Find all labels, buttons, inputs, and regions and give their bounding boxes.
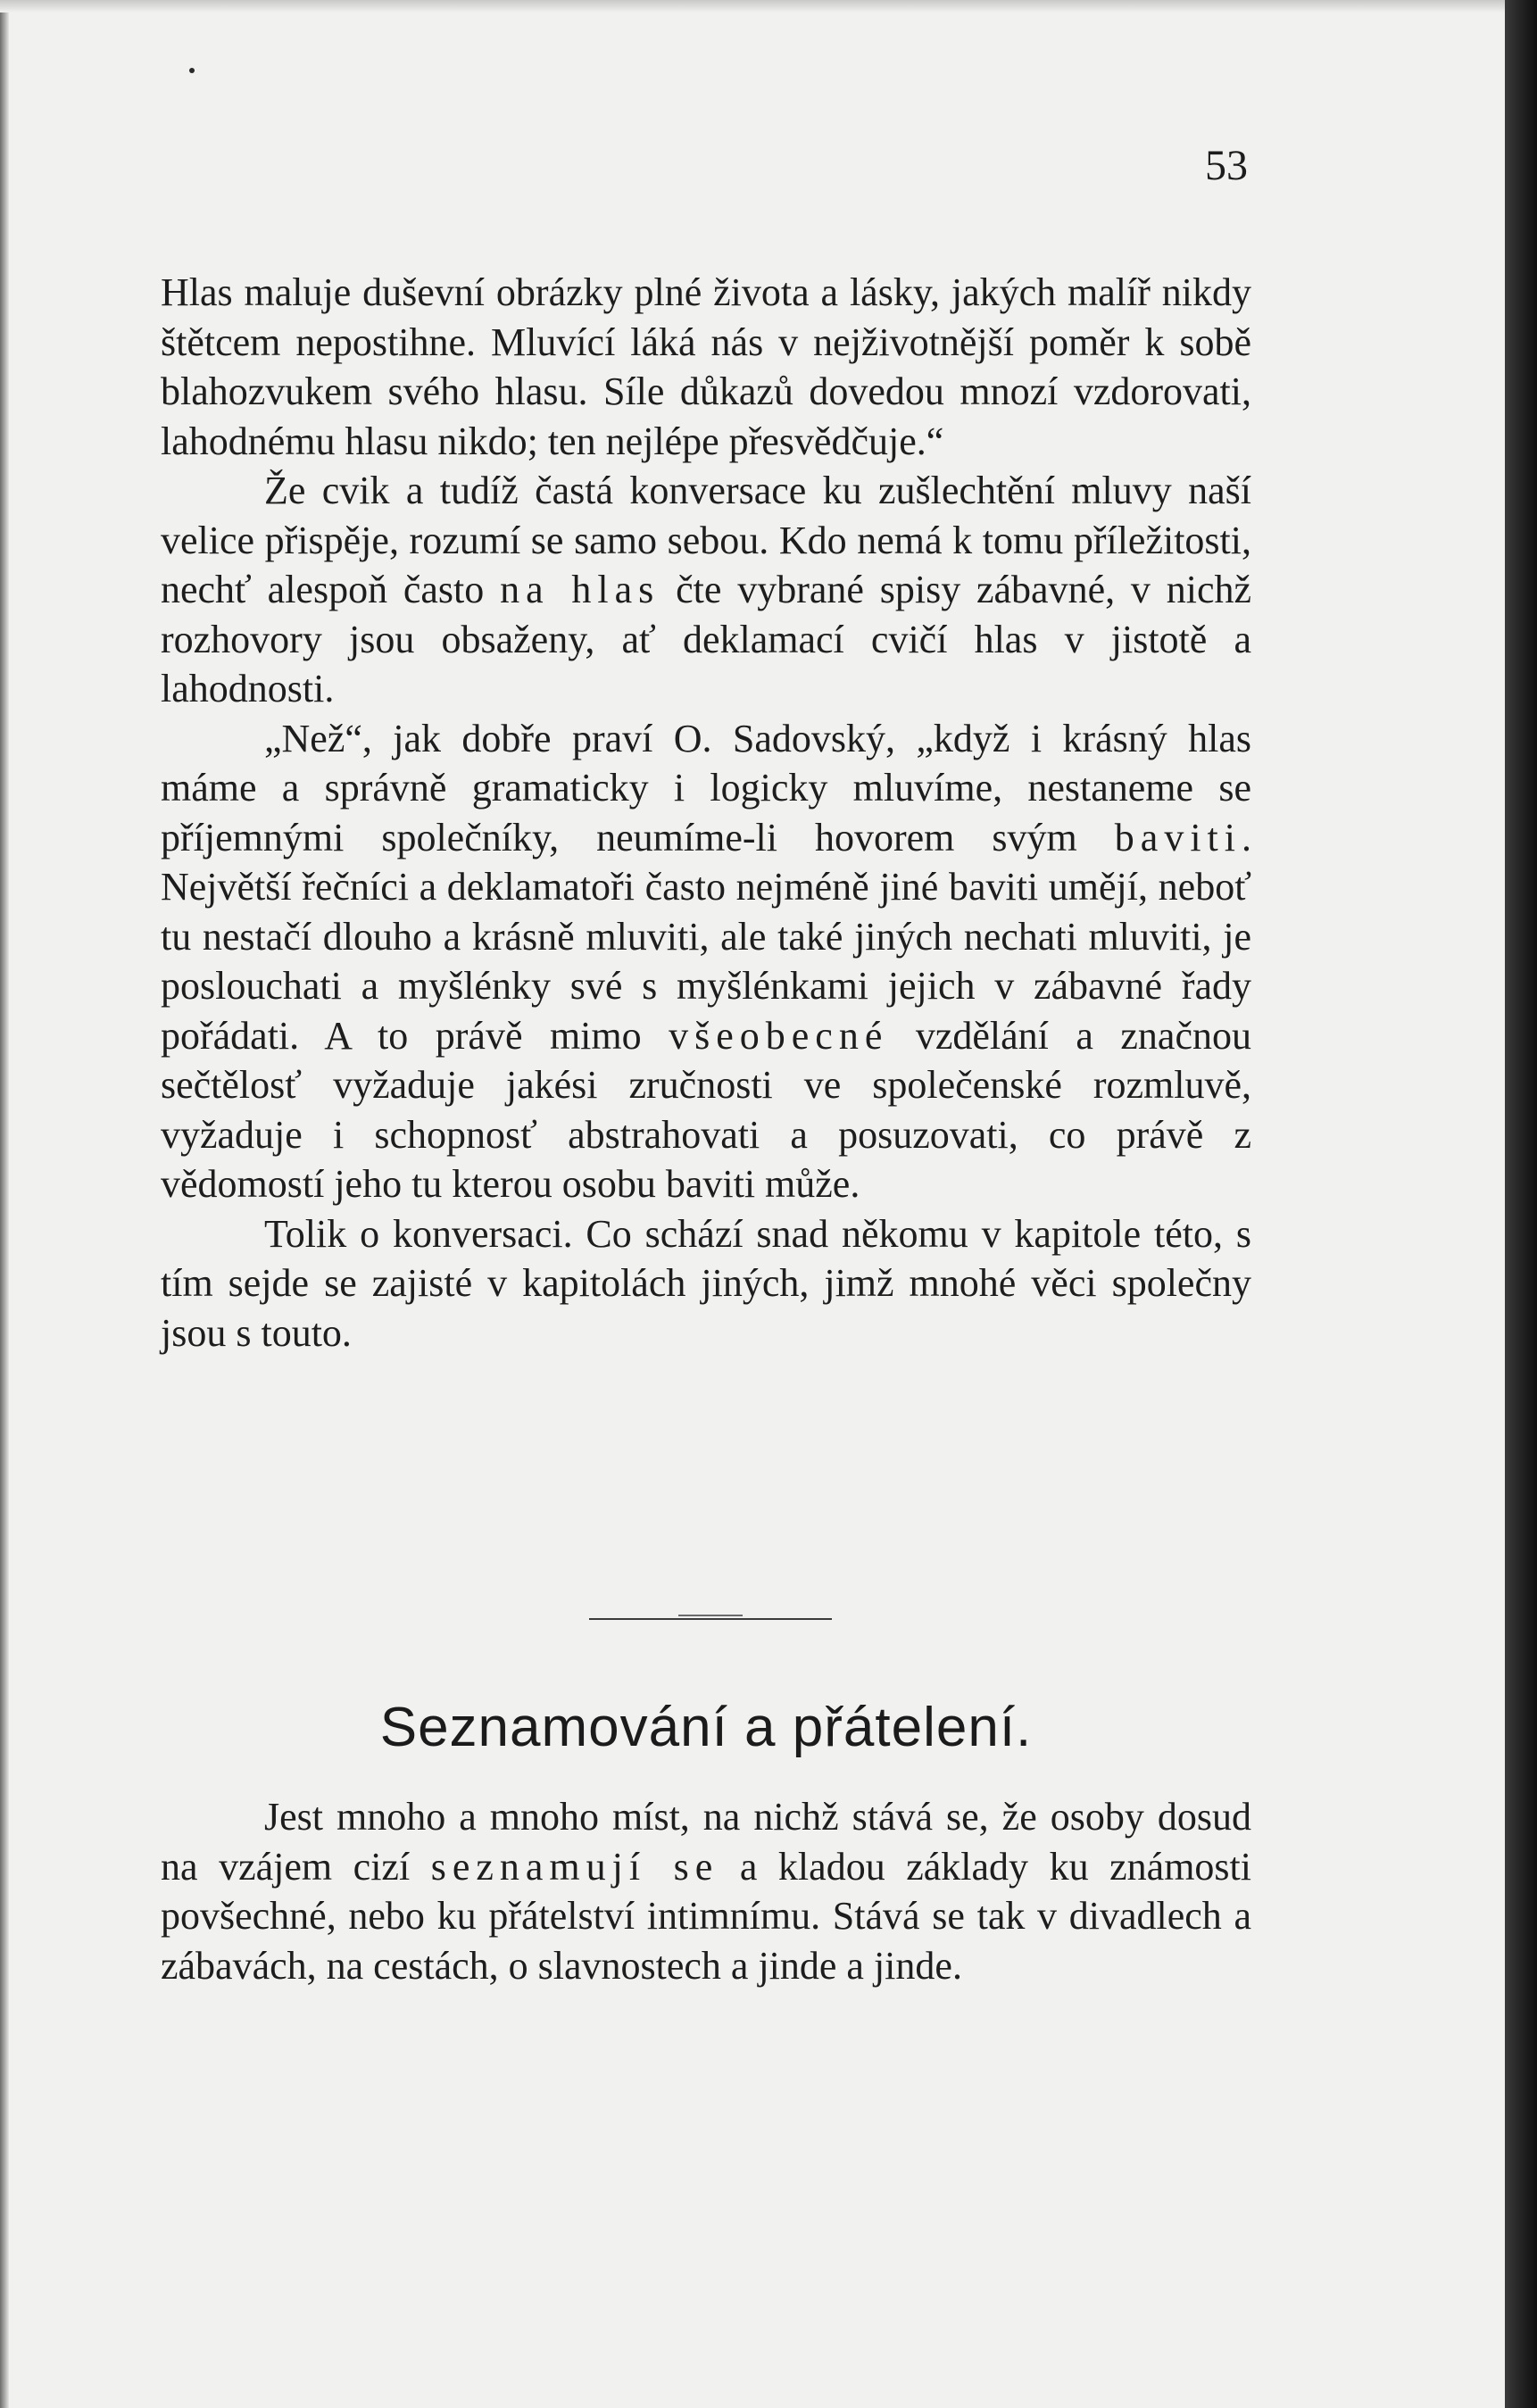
paragraph-5-spaced-seznamuji-se: seznamují se (430, 1844, 719, 1889)
paragraph-2-spaced-na-hlas: na hlas (500, 568, 660, 611)
paragraph-2-text-b: čte vybrané spisy zábavné, v nichž rozhovory jsou obsaženy, ať deklamací cvičí hlas v jistotě a lahodnosti. (161, 568, 1252, 710)
paragraph-3-text-b: . Největší řečníci a deklamatoři často nejméně jiné baviti umějí, neboť tu nestačí dlouho a krásně mluviti, ale také jiných nechati mluviti, je poslouchati a myšlénky své s myšlénkami jejich v zábavné řady pořádati. A to právě mimo (161, 815, 1251, 1058)
paragraph-2-text-a: Že cvik a tudíž častá konversace ku zušlechtění mluvy naší velice přispěje, rozumí se samo sebou. Kdo nemá k tomu příležitosti, nechť alespoň často (161, 469, 1251, 611)
body-text-bottom (161, 1792, 1251, 1990)
page-top-edge-shadow (0, 0, 1505, 12)
paragraph-3-spaced-baviti: baviti (1114, 815, 1242, 859)
print-speck (189, 68, 195, 73)
paragraph-3-spaced-vseobecne: všeobecné (669, 1013, 889, 1058)
paragraph-3-text-a: „Než“, jak dobře praví O. Sadovský, „když i krásný hlas máme a správně gramaticky i logicky mluvíme, nestaneme se příjemnými společníky, neumíme-li hovorem svým (161, 716, 1251, 859)
section-heading: Seznamování a přátelení. (379, 1697, 1033, 1758)
page-number: 53 (1205, 142, 1248, 189)
body-text-top (161, 268, 1251, 1358)
section-divider-line (589, 1618, 832, 1620)
scan-right-border (1505, 0, 1537, 2408)
page-left-edge-shadow (0, 0, 9, 2408)
section-divider-ornament (678, 1615, 743, 1616)
paragraph-1: Hlas maluje duševní obrázky plné života a lásky, jakých malíř nikdy štětcem nepostihne. Mluvící láká nás v nejživotnější poměr k sobě blahozvukem svého hlasu. Síle důkazů dovedou mnozí vzdorovati, lahodnému hlasu nikdo; ten nejlépe přesvědčuje.“ (161, 270, 1251, 463)
paragraph-2 (161, 466, 1251, 714)
paragraph-3-text-c: vzdělání a značnou sečtělosť vyžaduje jakési zručnosti ve společenské rozmluvě, vyžaduje i schopnosť abstrahovati a posuzovati, co právě z vědomostí jeho tu kterou osobu baviti může. (161, 1013, 1251, 1206)
paragraph-4: Tolik o konversaci. Co schází snad někomu v kapitole této, s tím sejde se zajisté v kapitolách jiných, jimž mnohé věci společny jsou s touto. (161, 1211, 1251, 1355)
paragraph-5-text-a: Jest mnoho a mnoho míst, na nichž stává se, že osoby dosud na vzájem cizí (161, 1795, 1251, 1889)
paragraph-5-text-b: a kladou základy ku známosti povšechné, nebo ku přátelství intimnímu. Stává se tak v divadlech a zábavách, na cestách, o slavnostech a jinde a jinde. (161, 1844, 1251, 1988)
paragraph-5 (161, 1792, 1251, 1990)
paragraph-3 (161, 714, 1251, 1209)
